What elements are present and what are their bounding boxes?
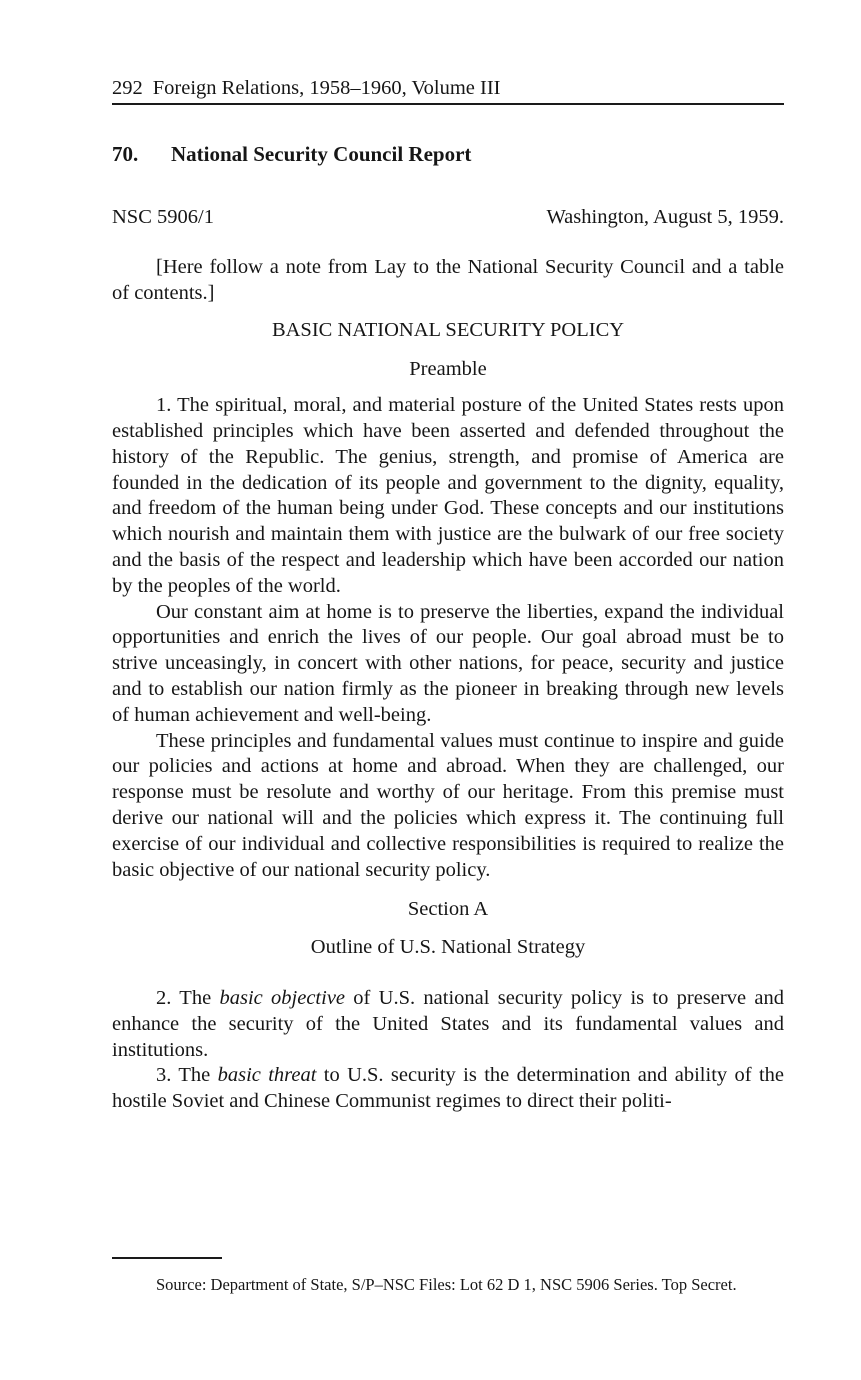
paragraph-2-lead: 2. The [156, 986, 220, 1009]
source-footnote: Source: Department of State, S/P–NSC Files: Lot 62 D 1, NSC 5906 Series. Top Secret. [156, 1275, 737, 1294]
basic-threat-term: basic threat [217, 1064, 317, 1087]
place-date: Washington, August 5, 1959. [546, 206, 784, 228]
paragraph-3-lead: 3. The [156, 1064, 218, 1087]
footnote-rule [112, 1257, 222, 1259]
paragraph-1: 1. The spiritual, moral, and material posture of the United States rests upon established principles which have been asserted and defended throughout the history of the Republic. The genius, strength, and promise of America are founded in the dedication of its people and government to the dignity, equality, and freedom of the human being under God. These concepts and our institutions which nourish and maintain them with justice are the bulwark of our free society and the basis of the respect and leadership which have been accorded our nation by the peoples of the world. [112, 394, 784, 597]
editorial-note: [Here follow a note from Lay to the National Security Council and a table of contents.] [112, 256, 784, 304]
paragraph-principles: These principles and fundamental values must continue to inspire and guide our policies and actions at home and abroad. When they are challenged, our response must be resolute and worthy of our heritage. From this premise must derive our national will and the policies which express it. The continuing full exercise of our individual and collective responsibilities is required to realize the basic objective of our national security policy. [112, 729, 784, 881]
volume-title: Foreign Relations, 1958–1960, Volume III [152, 77, 501, 99]
paragraph-2-text: of U.S. national security policy is to preserve and enhance the security of the United States and its fundamental values and institutions. [112, 986, 784, 1061]
header-rule [112, 103, 784, 105]
document-id: NSC 5906/1 [112, 206, 214, 228]
paragraph-2 [112, 986, 784, 1063]
document-title: National Security Council Report [171, 142, 472, 166]
preamble-heading: Preamble [409, 358, 487, 381]
document-number: 70. [112, 142, 139, 166]
document-body [112, 255, 784, 1115]
paragraph-3 [112, 1063, 784, 1115]
paragraph-aim: Our constant aim at home is to preserve the liberties, expand the individual opportunities and enrich the lives of our people. Our goal abroad must be to strive unceasingly, in concert with other nations, for peace, security and justice and to establish our nation firmly as the pioneer in breaking through new levels of human achievement and well-being. [112, 600, 784, 726]
running-head [112, 75, 784, 101]
document-heading [112, 140, 784, 168]
section-heading: Section A [407, 898, 489, 921]
outline-heading: Outline of U.S. National Strategy [310, 936, 586, 959]
basic-objective-term: basic objective [219, 986, 346, 1009]
policy-heading: BASIC NATIONAL SECURITY POLICY [271, 318, 625, 341]
page-number: 292 [112, 77, 143, 99]
paragraph-3-text: to U.S. security is the determination and ability of the hostile Soviet and Chinese Communist regimes to direct their politi- [112, 1064, 784, 1113]
